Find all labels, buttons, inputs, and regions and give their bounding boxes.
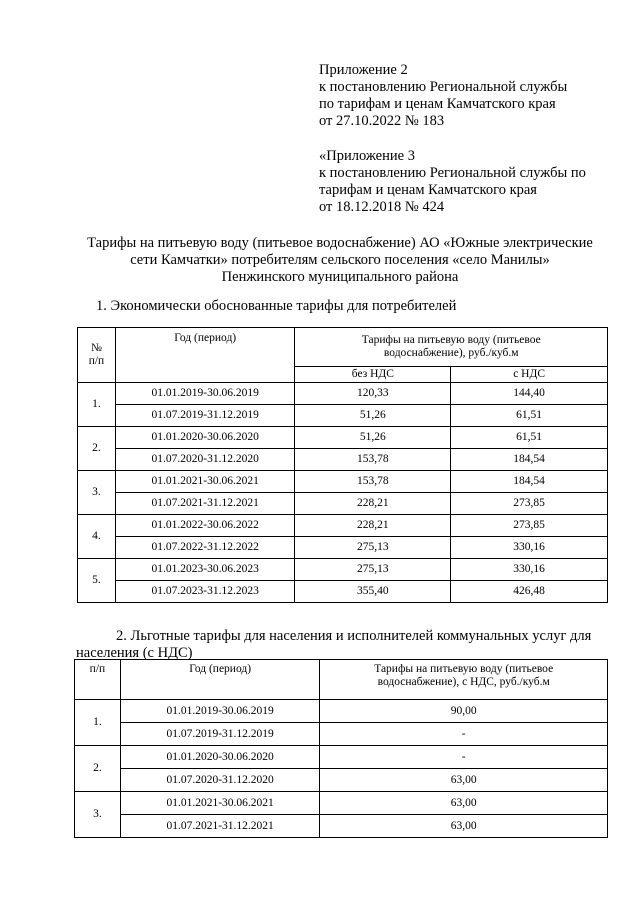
tariff-no-vat-cell: 153,78 bbox=[295, 449, 451, 471]
table-row bbox=[75, 723, 608, 746]
tariff-vat-cell: 144,40 bbox=[451, 383, 608, 405]
row-number: 1. bbox=[75, 700, 121, 746]
appendix-line: к постановлению Региональной службы по bbox=[319, 165, 586, 181]
table-row bbox=[75, 746, 608, 769]
table-row bbox=[75, 815, 608, 838]
table-row bbox=[78, 427, 608, 449]
row-number: 2. bbox=[78, 427, 116, 471]
tariff-no-vat-cell: 120,33 bbox=[295, 383, 451, 405]
tariff-vat-cell: 184,54 bbox=[451, 471, 608, 493]
table-row bbox=[78, 383, 608, 405]
tariff-vat-cell: 330,16 bbox=[451, 559, 608, 581]
period-cell: 01.07.2020-31.12.2020 bbox=[115, 449, 295, 471]
tariff-no-vat-cell: 228,21 bbox=[295, 493, 451, 515]
appendix-line: от 18.12.2018 № 424 bbox=[319, 199, 445, 215]
title-line: сети Камчатки» потребителям сельского поселения «село Манилы» bbox=[130, 252, 550, 268]
table-row bbox=[75, 769, 608, 792]
period-cell: 01.01.2021-30.06.2021 bbox=[115, 471, 295, 493]
document-title bbox=[60, 235, 620, 286]
period-cell: 01.07.2023-31.12.2023 bbox=[115, 581, 295, 603]
tariff-value-cell: - bbox=[320, 746, 608, 769]
period-cell: 01.07.2019-31.12.2019 bbox=[115, 405, 295, 427]
tariff-vat-cell: 426,48 bbox=[451, 581, 608, 603]
table-row bbox=[78, 559, 608, 581]
tariff-no-vat-cell: 51,26 bbox=[295, 405, 451, 427]
period-cell: 01.07.2022-31.12.2022 bbox=[115, 537, 295, 559]
tariff-value-cell: - bbox=[320, 723, 608, 746]
table-row bbox=[75, 700, 608, 723]
tariff-no-vat-cell: 51,26 bbox=[295, 427, 451, 449]
tariff-value-cell: 63,00 bbox=[320, 815, 608, 838]
table-row bbox=[78, 471, 608, 493]
col-header-tariff: Тарифы на питьевую воду (питьевое водоснабжение), с НДС, руб./куб.м bbox=[320, 660, 608, 700]
tariff-vat-cell: 330,16 bbox=[451, 537, 608, 559]
period-cell: 01.01.2021-30.06.2021 bbox=[120, 792, 320, 815]
col-header-period: Год (период) bbox=[115, 328, 295, 383]
appendix-header bbox=[319, 62, 567, 130]
section2-heading: 2. Льготные тарифы для населения и исполнителей коммунальных услуг для населения (с НДС) bbox=[76, 628, 592, 661]
tariff-vat-cell: 273,85 bbox=[451, 515, 608, 537]
tariff-no-vat-cell: 355,40 bbox=[295, 581, 451, 603]
table-row bbox=[78, 537, 608, 559]
row-number: 3. bbox=[78, 471, 116, 515]
col-header-period: Год (период) bbox=[120, 660, 320, 700]
tariff-value-cell: 63,00 bbox=[320, 792, 608, 815]
title-line: Тарифы на питьевую воду (питьевое водоснабжение) АО «Южные электрические bbox=[87, 235, 593, 251]
period-cell: 01.07.2020-31.12.2020 bbox=[120, 769, 320, 792]
section1-heading: 1. Экономически обоснованные тарифы для потребителей bbox=[96, 298, 457, 314]
table-row bbox=[78, 493, 608, 515]
tariff-value-cell: 90,00 bbox=[320, 700, 608, 723]
row-number: 5. bbox=[78, 559, 116, 603]
tariff-vat-cell: 184,54 bbox=[451, 449, 608, 471]
appendix-line: «Приложение 3 bbox=[319, 148, 415, 164]
row-number: 4. bbox=[78, 515, 116, 559]
tariff-value-cell: 63,00 bbox=[320, 769, 608, 792]
preferential-tariffs-table bbox=[74, 659, 608, 838]
table-row bbox=[78, 515, 608, 537]
title-line: Пенжинского муниципального района bbox=[221, 269, 459, 285]
period-cell: 01.01.2023-30.06.2023 bbox=[115, 559, 295, 581]
period-cell: 01.01.2019-30.06.2019 bbox=[120, 700, 320, 723]
row-number: 1. bbox=[78, 383, 116, 427]
tariff-no-vat-cell: 153,78 bbox=[295, 471, 451, 493]
col-header-no-vat: без НДС bbox=[295, 367, 451, 383]
period-cell: 01.07.2021-31.12.2021 bbox=[115, 493, 295, 515]
appendix-line: по тарифам и ценам Камчатского края bbox=[319, 96, 556, 112]
period-cell: 01.01.2019-30.06.2019 bbox=[115, 383, 295, 405]
tariff-vat-cell: 273,85 bbox=[451, 493, 608, 515]
col-header-tariff: Тарифы на питьевую воду (питьевое водоснабжение), руб./куб.м bbox=[295, 328, 608, 367]
appendix-line: Приложение 2 bbox=[319, 62, 408, 78]
appendix-line: к постановлению Региональной службы bbox=[319, 79, 568, 95]
economic-tariffs-table bbox=[77, 327, 608, 603]
tariff-vat-cell: 61,51 bbox=[451, 427, 608, 449]
col-header-vat: с НДС bbox=[451, 367, 608, 383]
tariff-no-vat-cell: 275,13 bbox=[295, 537, 451, 559]
table-row bbox=[78, 581, 608, 603]
period-cell: 01.01.2022-30.06.2022 bbox=[115, 515, 295, 537]
tariff-no-vat-cell: 228,21 bbox=[295, 515, 451, 537]
period-cell: 01.01.2020-30.06.2020 bbox=[120, 746, 320, 769]
table-row bbox=[78, 405, 608, 427]
period-cell: 01.07.2021-31.12.2021 bbox=[120, 815, 320, 838]
period-cell: 01.07.2019-31.12.2019 bbox=[120, 723, 320, 746]
table-row bbox=[75, 792, 608, 815]
tariff-no-vat-cell: 275,13 bbox=[295, 559, 451, 581]
appendix-line: от 27.10.2022 № 183 bbox=[319, 113, 445, 129]
period-cell: 01.01.2020-30.06.2020 bbox=[115, 427, 295, 449]
col-header-num: п/п bbox=[75, 660, 121, 700]
table-row bbox=[78, 449, 608, 471]
row-number: 3. bbox=[75, 792, 121, 838]
row-number: 2. bbox=[75, 746, 121, 792]
tariff-vat-cell: 61,51 bbox=[451, 405, 608, 427]
col-header-num: № п/п bbox=[78, 328, 116, 383]
appendix-line: тарифам и ценам Камчатского края bbox=[319, 182, 537, 198]
prior-appendix-header bbox=[319, 148, 586, 216]
